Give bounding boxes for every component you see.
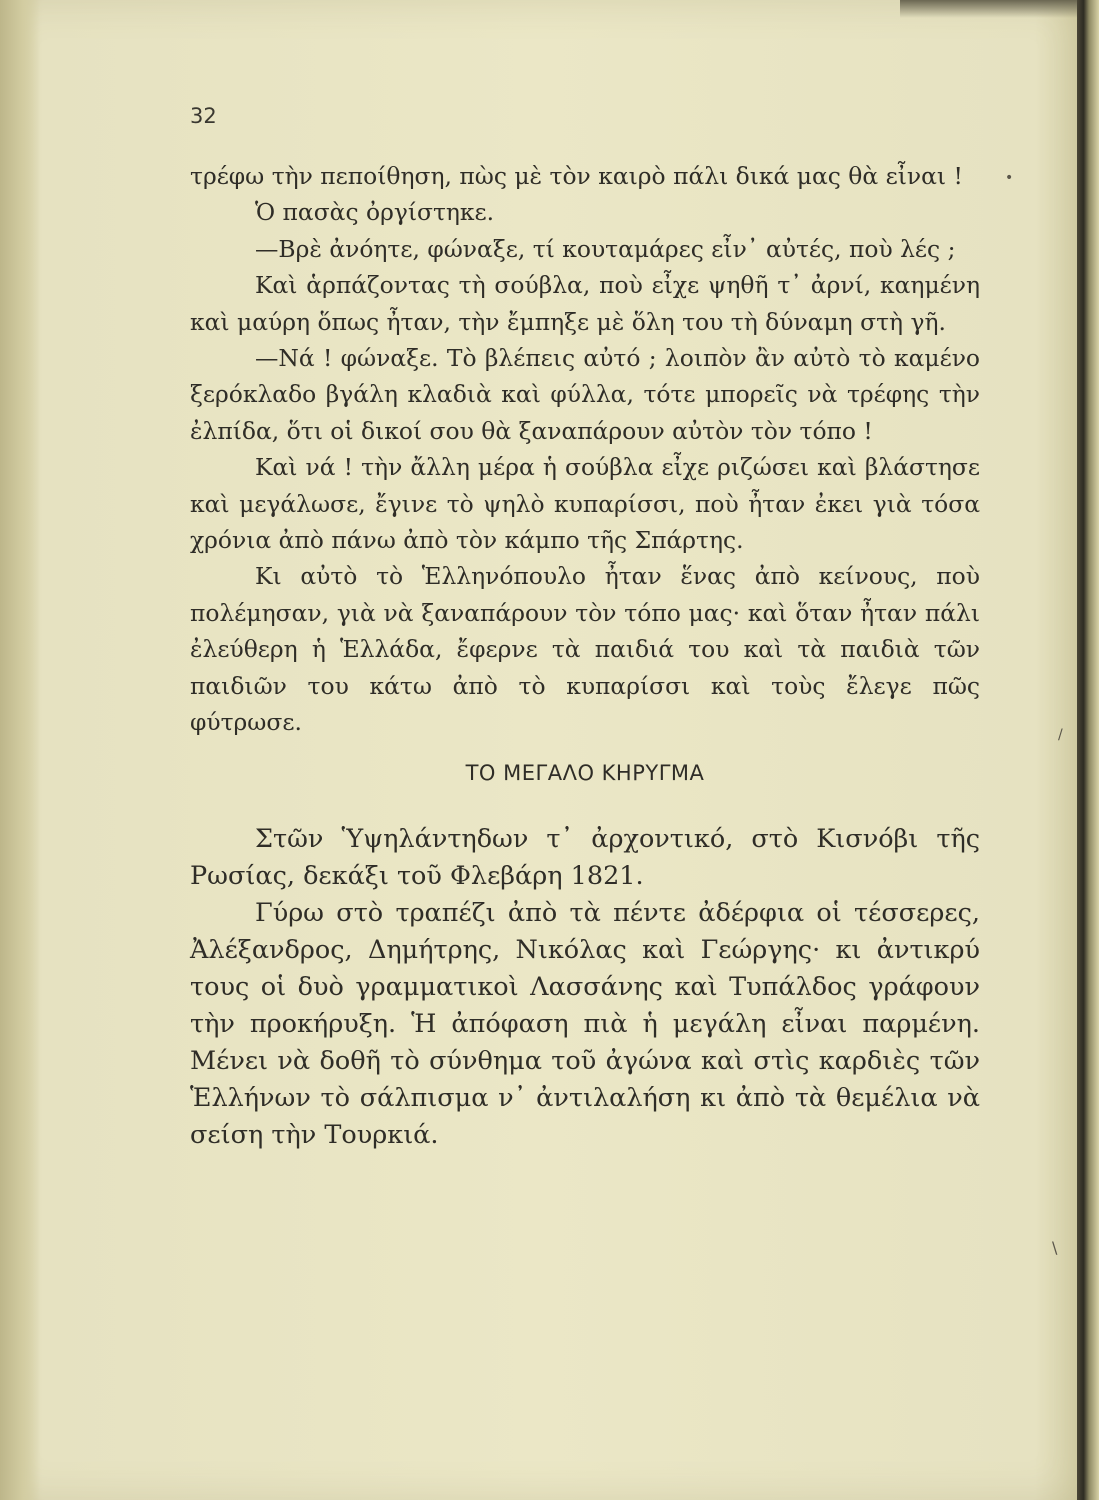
paragraph-4: Καὶ ἁρπάζοντας τὴ σούβλα, ποὺ εἶχε ψηθῆ τ᾽ ἀρνί, καημένη καὶ μαύρη ὅπως ἦταν, τὴν ἔμπηξε μὲ ὅλη του τὴ δύναμη στὴ γῆ. [190, 271, 980, 336]
paragraph-9: Γύρω στὸ τραπέζι ἀπὸ τὰ πέντε ἀδέρφια οἱ τέσσερες, Ἀλέξανδρος, Δημήτρης, Νικόλας καὶ Γεώργης· κι ἀντικρύ τους οἱ δυὸ γραμματικοὶ Λασσάνης καὶ Τυπάλδος γράφουν τὴν προκήρυξη. Ἡ ἀπόφαση πιὰ ἡ μεγάλη εἶναι παρμένη. Μένει νὰ δοθῆ τὸ σύνθημα τοῦ ἀγώνα καὶ στὶς καρδιὲς τῶν Ἑλλήνων τὸ σάλπισμα ν᾽ ἀντιλαλήση κι ἀπὸ τὰ θεμέλια νὰ σείση τὴν Τουρκιά. [190, 897, 980, 1150]
section-heading: ΤΟ ΜΕΓΑΛΟ ΚΗΡΥΓΜΑ [465, 760, 705, 785]
page-top-shadow [900, 0, 1078, 18]
speck-mark: / [1058, 727, 1063, 743]
paragraph-1: τρέφω τὴν πεποίθηση, πὼς μὲ τὸν καιρὸ πάλι δικά μας θὰ εἶναι ! [190, 162, 963, 190]
body-text [190, 158, 980, 1154]
paragraph-8: Στῶν Ὑψηλάντηδων τ᾽ ἀρχοντικό, στὸ Κισνόβι τῆς Ρωσίας, δεκάξι τοῦ Φλεβάρη 1821. [190, 823, 980, 891]
speck-mark: \ [1052, 1238, 1058, 1257]
paragraph-7: Κι αὐτὸ τὸ Ἑλληνόπουλο ἦταν ἕνας ἀπὸ κείνους, ποὺ πολέμησαν, γιὰ νὰ ξαναπάρουν τὸν τόπο μας· καὶ ὅταν ἦταν πάλι ἐλεύθερη ἡ Ἑλλάδα, ἔφερνε τὰ παιδιά του καὶ τὰ παιδιὰ τῶν παιδιῶν του κάτω ἀπὸ τὸ κυπαρίσσι καὶ τοὺς ἔλεγε πῶς φύτρωσε. [190, 562, 980, 737]
paragraph-3: —Βρὲ ἀνόητε, φώναξε, τί κουταμάρες εἶν᾽ αὐτές, ποὺ λές ; [255, 234, 956, 263]
book-spine [1077, 0, 1099, 1500]
paragraph-2: Ὁ πασὰς ὀργίστηκε. [255, 198, 495, 227]
page-number: 32 [190, 104, 217, 128]
page-left-edge [0, 0, 40, 1500]
paragraph-6: Καὶ νά ! τὴν ἄλλη μέρα ἡ σούβλα εἶχε ριζώσει καὶ βλάστησε καὶ μεγάλωσε, ἔγινε τὸ ψηλὸ κυπαρίσσι, ποὺ ἦταν ἐκει γιὰ τόσα χρόνια ἀπὸ πάνω ἀπὸ τὸν κάμπο τῆς Σπάρτης. [190, 453, 980, 555]
speck-mark: • [1005, 170, 1014, 186]
paragraph-5: —Νά ! φώναξε. Τὸ βλέπεις αὐτό ; λοιπὸν ἂν αὐτὸ τὸ καμένο ξερόκλαδο βγάλη κλαδιὰ καὶ φύλλα, τότε μπορεῖς νὰ τρέφης τὴν ἐλπίδα, ὅτι οἱ δικοί σου θὰ ξαναπάρουν αὐτὸν τὸν τόπο ! [190, 344, 980, 445]
